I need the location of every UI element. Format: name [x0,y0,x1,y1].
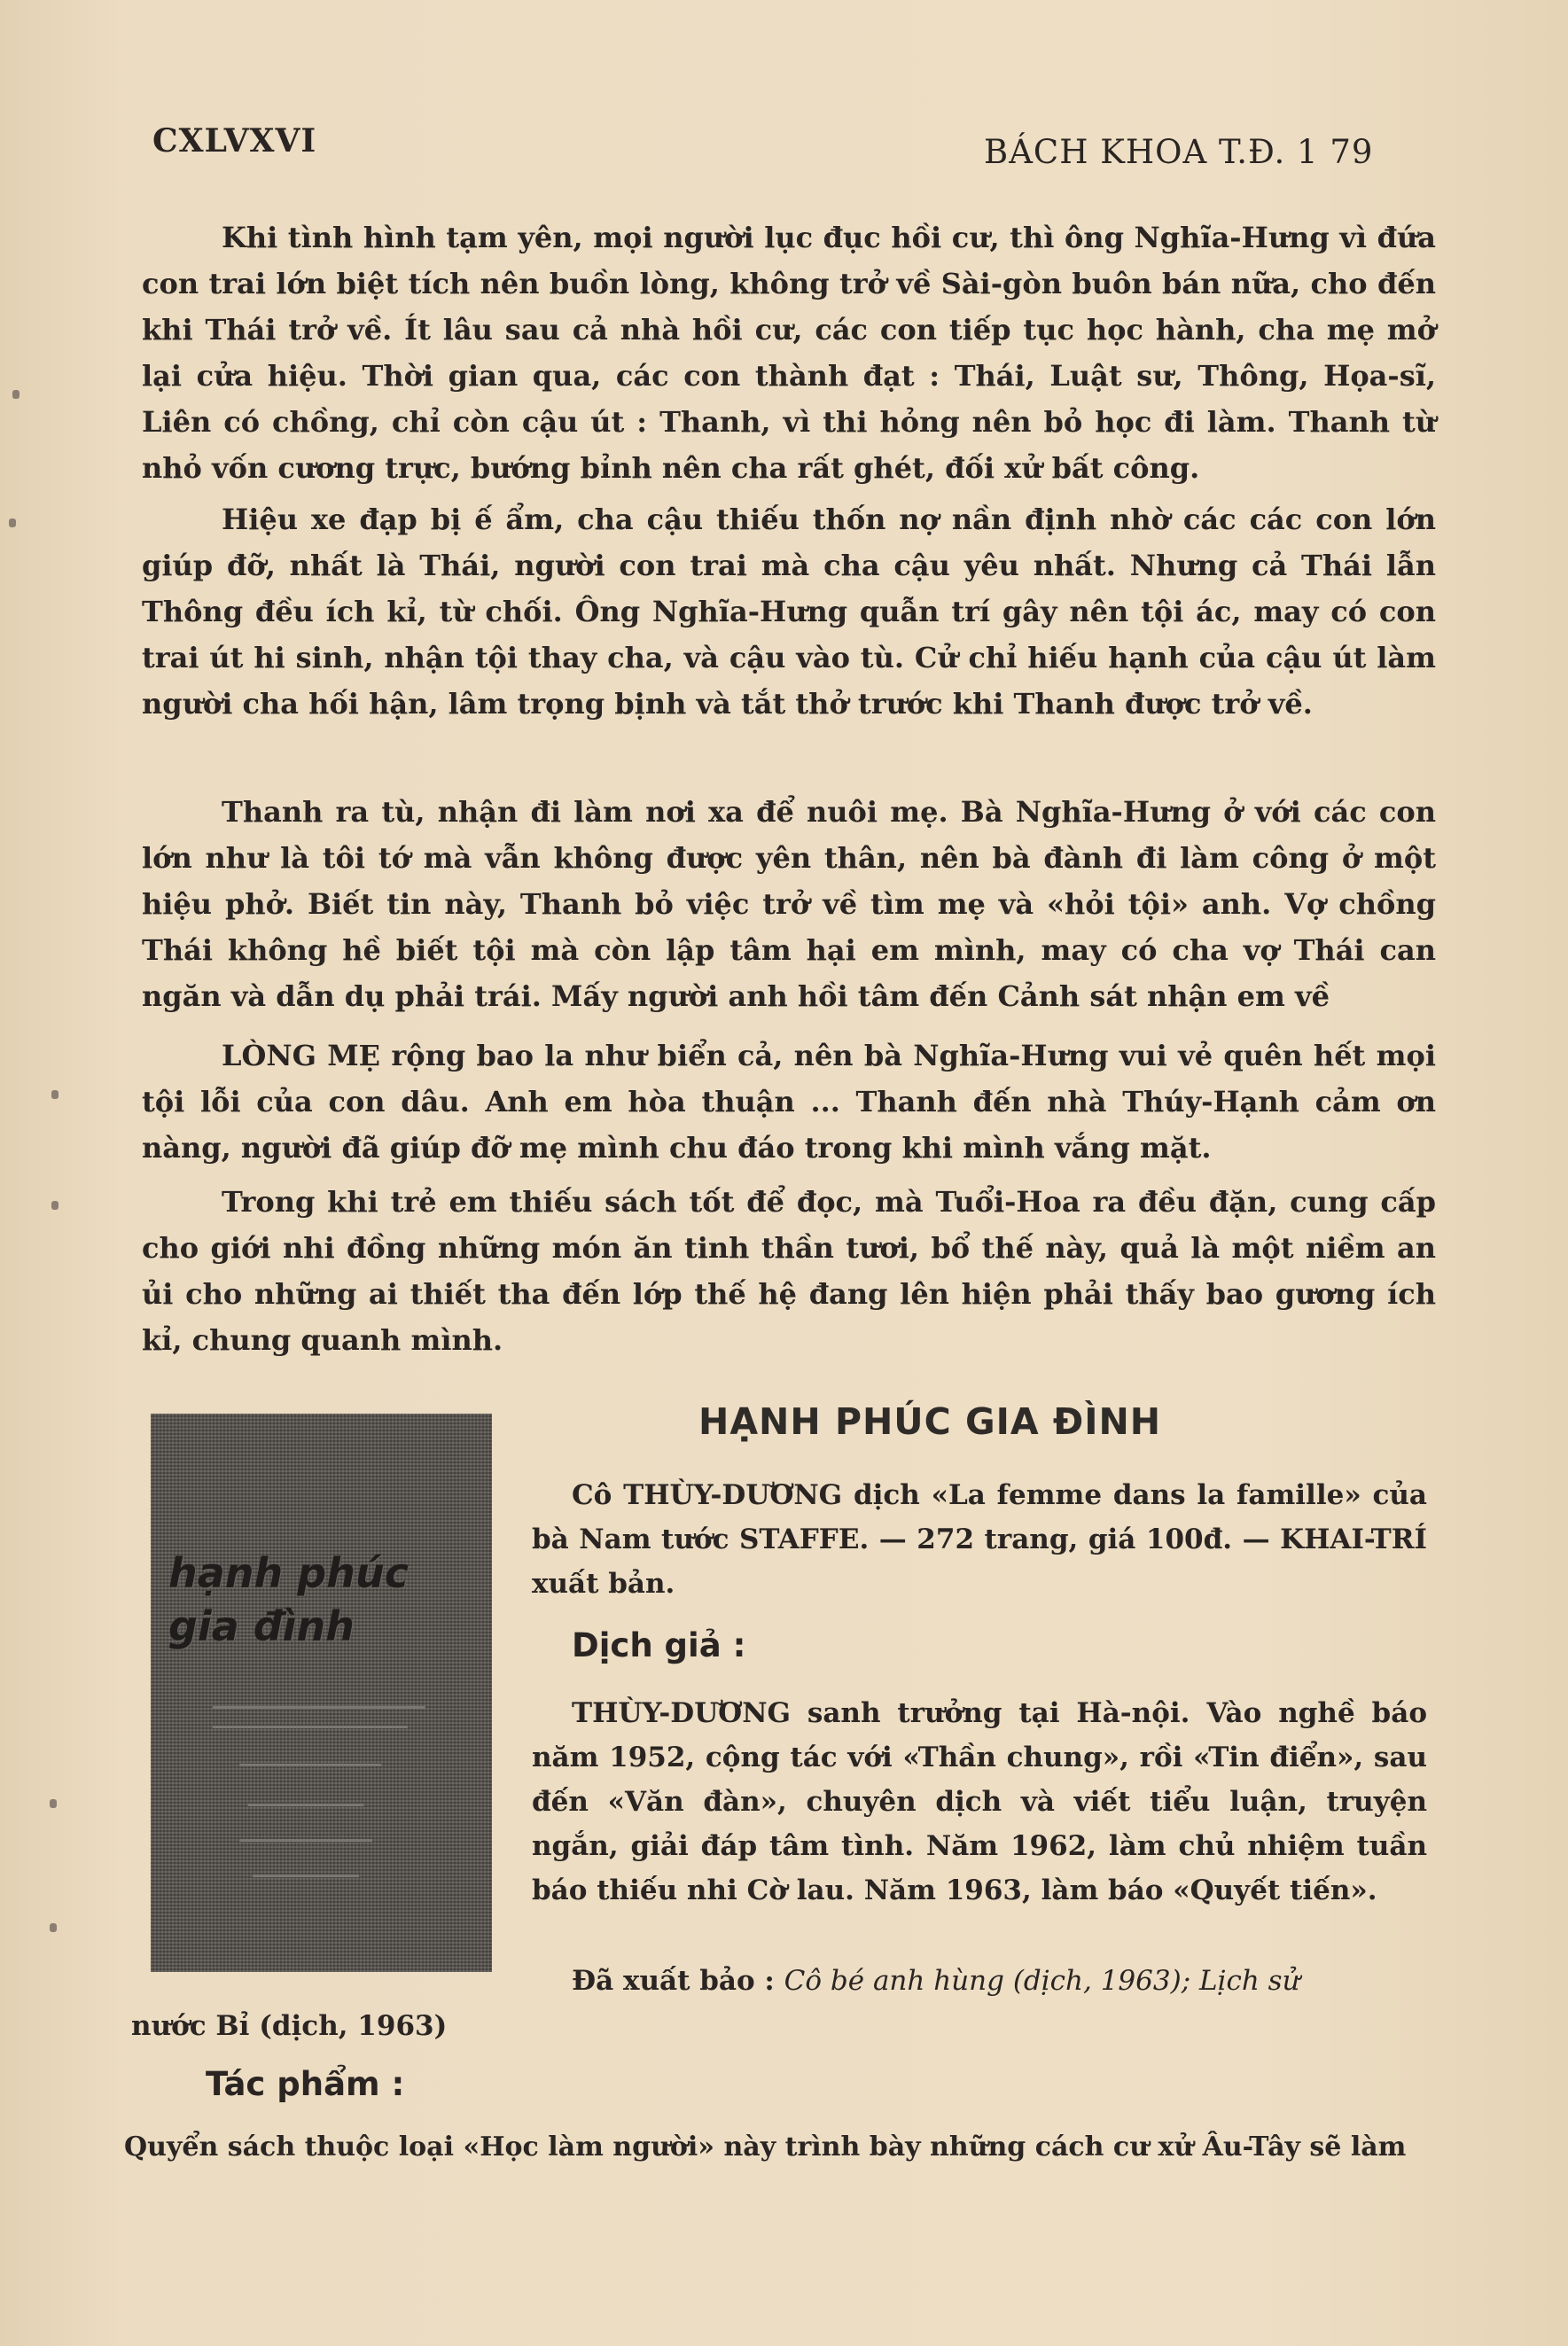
margin-mark [50,1923,57,1932]
margin-mark [50,1799,57,1808]
paragraph-text: Khi tình hình tạm yên, mọi người lục đục hồi cư, thì ông Nghĩa-Hưng vì đứa con trai lớn biệt tích nên buồn lòng, không trở về Sài-gòn buôn bán nữa, cho đến khi Thái trở về. Ít lâu sau cả nhà hồi cư, các con tiếp tục học hành, cha mẹ mở lại cửa hiệu. Thời gian qua, các con thành đạt : Thái, Luật sư, Thông, Họa-sĩ, Liên có chồng, chỉ còn cậu út : Thanh, vì thi hỏng nên bỏ học đi làm. Thanh từ nhỏ vốn cương trực, bướng bỉnh nên cha rất ghét, đối xử bất công. [142,221,1436,485]
cover-title [168,1547,479,1653]
cover-text-line [213,1706,425,1709]
running-head: BÁCH KHOA T.Đ. 1 79 [984,133,1374,171]
paragraph [142,1179,1436,1363]
cover-text-line [239,1764,381,1766]
cover-text-line [248,1804,363,1806]
margin-mark [51,1090,59,1099]
cover-text-line [213,1726,408,1728]
review-intro-text: Cô THÙY-DƯƠNG dịch «La femme dans la famille» của bà Nam tước STAFFE. — 272 trang, giá 100đ. — KHAI-TRÍ xuất bản. [532,1479,1427,1600]
published-titles: Cô bé anh hùng (dịch, 1963); Lịch sử [784,1965,1300,1997]
review-title: HẠNH PHÚC GIA ĐÌNH [698,1400,1162,1443]
works-heading: Tác phẩm : [206,2065,405,2103]
cover-text-line [239,1839,372,1842]
margin-mark [12,390,20,399]
paragraph-text: Trong khi trẻ em thiếu sách tốt để đọc, mà Tuổi-Hoa ra đều đặn, cung cấp cho giới nhi đồng những món ăn tinh thần tươi, bổ thế này, quả là một niềm an ủi cho những ai thiết tha đến lớp thế hệ đang lên hiện phải thấy bao gương ích kỉ, chung quanh mình. [142,1185,1436,1357]
translator-bio-text: THÙY-DƯƠNG sanh trưởng tại Hà-nội. Vào nghề báo năm 1952, cộng tác với «Thần chung», rồi «Tin điển», sau đến «Văn đàn», chuyên dịch và viết tiểu luận, truyện ngắn, giải đáp tâm tình. Năm 1962, làm chủ nhiệm tuần báo thiếu nhi Cờ lau. Năm 1963, làm báo «Quyết tiến». [532,1697,1427,1906]
translator-bio [532,1691,1427,1913]
paragraph [142,214,1436,491]
cover-title-line: hạnh phúc [168,1549,409,1597]
book-cover-image [151,1414,492,1972]
published-label: Đã xuất bảo : [572,1965,775,1997]
published-works [532,1959,1427,2003]
margin-mark [9,518,16,527]
paragraph-text: Thanh ra tù, nhận đi làm nơi xa để nuôi mẹ. Bà Nghĩa-Hưng ở với các con lớn như là tôi tớ mà vẫn không được yên thân, nên bà đành đi làm công ở một hiệu phở. Biết tin này, Thanh bỏ việc trở về tìm mẹ và «hỏi tội» anh. Vợ chồng Thái không hề biết tội mà còn lập tâm hại em mình, may có cha vợ Thái can ngăn và dẫn dụ phải trái. Mấy người anh hồi tâm đến Cảnh sát nhận em về [142,795,1436,1013]
cover-text-line [253,1874,359,1877]
page-folio: CXLVXVI [152,122,317,160]
published-works-continued: nước Bỉ (dịch, 1963) [131,2010,448,2042]
paragraph [142,496,1436,727]
paragraph-text: Hiệu xe đạp bị ế ẩm, cha cậu thiếu thốn nợ nần định nhờ các các con lớn giúp đỡ, nhất là Thái, người con trai mà cha cậu yêu nhất. Nhưng cả Thái lẫn Thông đều ích kỉ, từ chối. Ông Nghĩa-Hưng quẫn trí gây nên tội ác, may có con trai út hi sinh, nhận tội thay cha, và cậu vào tù. Cử chỉ hiếu hạnh của cậu út làm người cha hối hận, lâm trọng bịnh và tắt thở trước khi Thanh được trở về. [142,503,1436,721]
paragraph [142,1033,1436,1171]
cover-title-line: gia đình [168,1602,355,1650]
margin-mark [51,1201,59,1210]
paragraph [142,789,1436,1019]
published-works-line [532,1959,1427,2003]
translator-heading: Dịch giả : [572,1626,746,1664]
paragraph-text: LÒNG MẸ rộng bao la như biển cả, nên bà Nghĩa-Hưng vui vẻ quên hết mọi tội lỗi của con dâu. Anh em hòa thuận ... Thanh đến nhà Thúy-Hạnh cảm ơn nàng, người đã giúp đỡ mẹ mình chu đáo trong khi mình vắng mặt. [142,1039,1436,1165]
review-intro [532,1473,1427,1606]
closing-line: Quyển sách thuộc loại «Học làm người» này trình bày những cách cư xử Âu-Tây sẽ làm [124,2132,1407,2163]
